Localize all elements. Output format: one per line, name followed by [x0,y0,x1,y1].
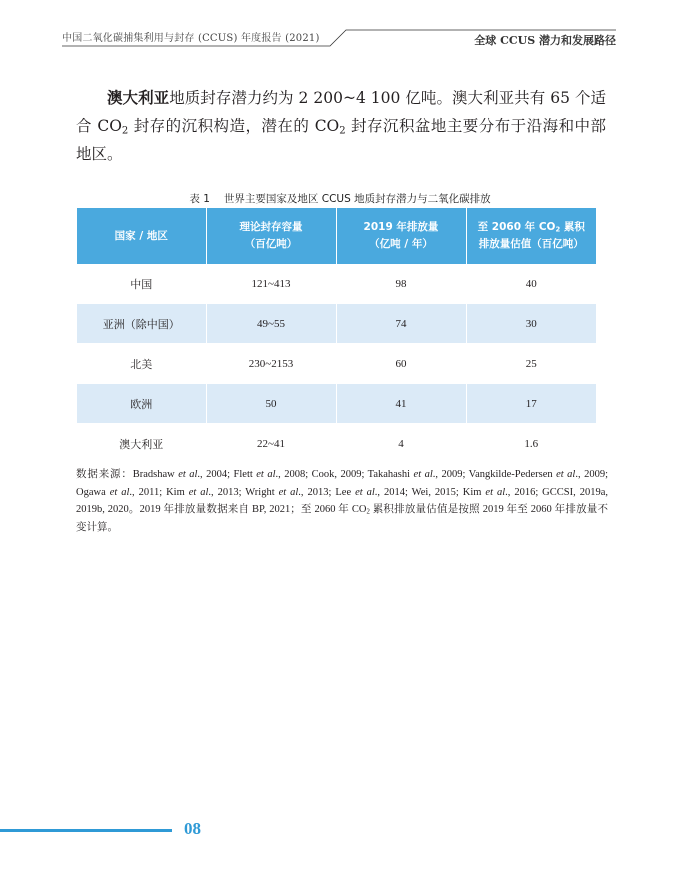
table-caption-text: 世界主要国家及地区 CCUS 地质封存潜力与二氧化碳排放 [223,193,491,205]
table-row [77,264,596,304]
cell-emission: 98 [336,264,466,304]
header-emission-2019: 2019 年排放量 （亿吨 / 年） [336,208,466,264]
cell-capacity: 22~41 [206,424,336,464]
table-row [77,344,596,384]
footer-rule [0,829,172,832]
paragraph-text-3: 封存沉积盆地主要分布于沿海和中部地区。 [76,117,606,163]
page-number: 08 [184,819,201,838]
running-header-left: 中国二氧化碳捕集利用与封存 (CCUS) 年度报告 (2021) [62,33,320,44]
running-header-right: 全球 CCUS 潜力和发展路径 [474,34,616,47]
cell-capacity: 50 [206,384,336,424]
cell-region: 亚洲（除中国） [77,304,206,344]
paragraph-subscript-2: 2 [339,125,346,137]
cell-emission: 60 [336,344,466,384]
table-row [77,424,596,464]
cell-cumulative: 30 [466,304,596,344]
header-capacity: 理论封存容量 （百亿吨） [206,208,336,264]
body-paragraph [76,84,606,168]
cell-capacity: 49~55 [206,304,336,344]
paragraph-lead: 澳大利亚 [107,89,170,107]
header-cumulative-2060: 至 2060 年 $CO_2$ 累积 排放量估值（百亿吨） [466,208,596,264]
paragraph-text-1: 地质封存潜力约为 2 200~4 100 亿吨。澳大利亚共有 65 个适合 CO [76,89,606,135]
cell-cumulative: 25 [466,344,596,384]
table-header-row [77,208,596,264]
cell-cumulative: 40 [466,264,596,304]
cell-cumulative: 1.6 [466,424,596,464]
cell-capacity: 230~2153 [206,344,336,384]
cell-region: 北美 [77,344,206,384]
cell-region: 中国 [77,264,206,304]
table-row [77,304,596,344]
cell-emission: 4 [336,424,466,464]
cell-emission: 41 [336,384,466,424]
paragraph-subscript-1: 2 [121,125,129,137]
table-caption [0,191,680,206]
cell-emission: 74 [336,304,466,344]
cell-region: 澳大利亚 [77,424,206,464]
table-caption-number: 表 1 [189,193,210,205]
data-source-note: 数据来源：Bradshaw et al., 2004; Flett et al., 2008; Cook, 2009; Takahashi et al., 2009; Vangkilde-Pedersen et al., 2009; Ogawa et al., 2011; Kim et al., 2013; Wright et al., 2013; Lee et al., 2014; Wei, 2015; Kim et al., 2016; GCCSI, 2019a, 2019b, 2020。2019 年排放量数据来自 BP, 2021；至 2060 年 $CO_2$ 累积排放量估值是按照 2019 年至 2060 年排放量不变计算。 [76,469,609,533]
cell-capacity: 121~413 [206,264,336,304]
header-region: 国家 / 地区 [77,208,206,264]
table-row [77,384,596,424]
cell-region: 欧洲 [77,384,206,424]
storage-potential-table [77,208,596,464]
cell-cumulative: 17 [466,384,596,424]
paragraph-text-2: 封存的沉积构造，潜在的 CO [128,117,340,135]
